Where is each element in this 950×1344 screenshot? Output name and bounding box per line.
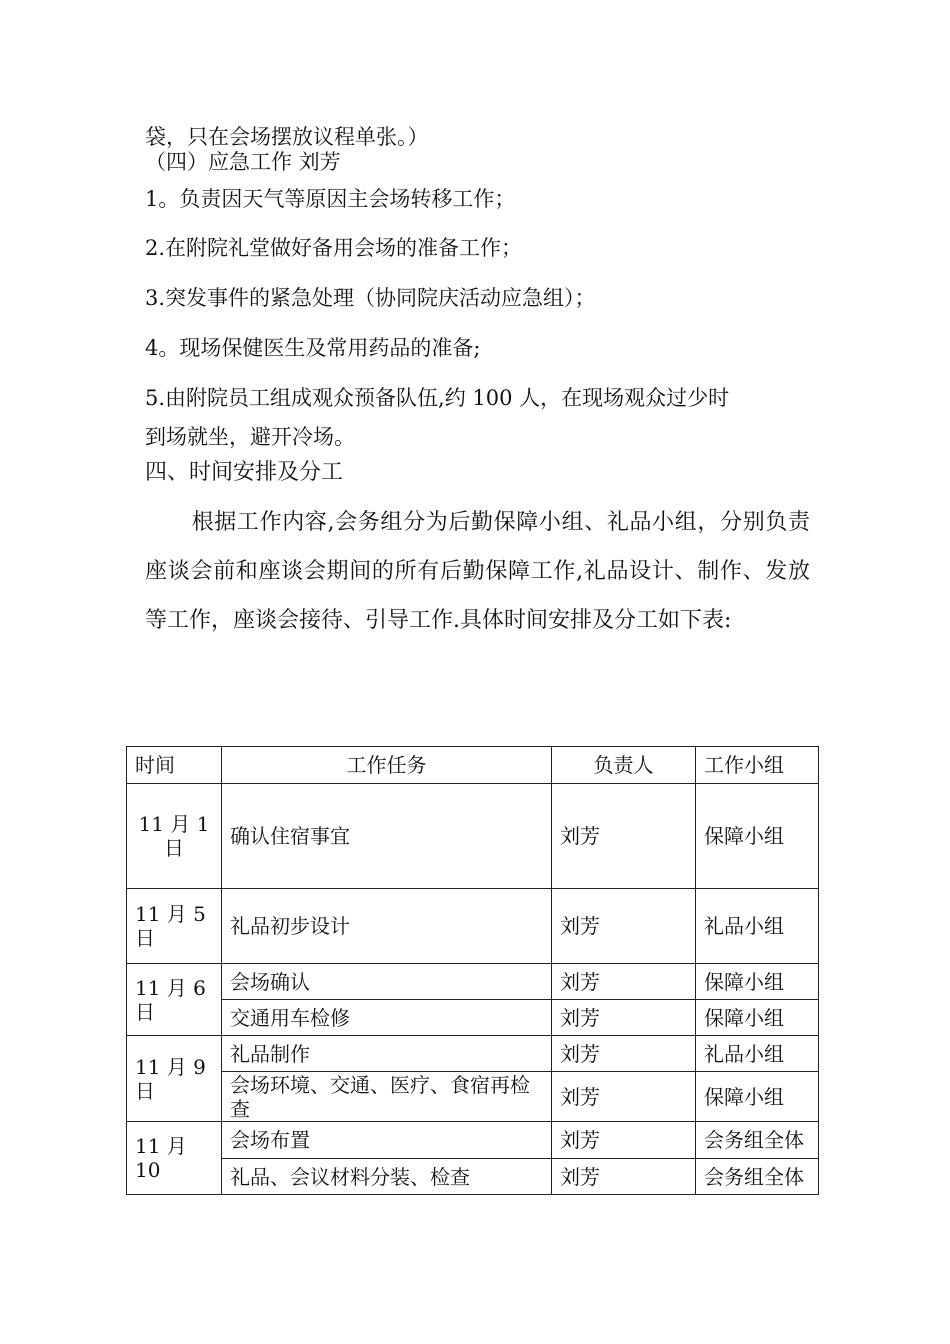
table-row	[127, 889, 819, 964]
header-owner: 负责人	[552, 747, 696, 784]
task-cell: 礼品制作	[222, 1036, 552, 1072]
list-item-1: 1。负责因天气等原因主会场转移工作；	[145, 187, 516, 211]
team-cell: 保障小组	[696, 1000, 819, 1036]
owner-cell: 刘芳	[552, 1122, 696, 1159]
table-header-row	[127, 747, 819, 784]
team-cell: 保障小组	[696, 964, 819, 1000]
header-team: 工作小组	[696, 747, 819, 784]
owner-cell: 刘芳	[552, 784, 696, 889]
date-cell: 11 月 10	[127, 1122, 222, 1195]
table-row	[127, 964, 819, 1000]
task-cell: 确认住宿事宜	[222, 784, 552, 889]
date-cell: 11 月 6 日	[127, 964, 222, 1036]
task-cell: 会场确认	[222, 964, 552, 1000]
schedule-intro-text: 根据工作内容,会务组分为后勤保障小组、礼品小组，分别负责座谈会前和座谈会期间的所有后勤保障工作,礼品设计、制作、发放等工作，座谈会接待、引导工作.具体时间安排及分工如下表:	[145, 510, 810, 633]
table-row	[127, 1122, 819, 1159]
owner-cell: 刘芳	[552, 964, 696, 1000]
team-cell: 礼品小组	[696, 1036, 819, 1072]
team-cell: 会务组全体	[696, 1159, 819, 1195]
text-line-continuation: 袋，只在会场摆放议程单张。）	[145, 125, 429, 149]
list-item-4: 4。现场保健医生及常用药品的准备;	[145, 336, 481, 360]
list-item-5: 5.由附院员工组成观众预备队伍,约 100 人，在现场观众过少时	[145, 386, 730, 410]
date-cell: 11 月 1 日	[127, 784, 222, 889]
schedule-table	[126, 746, 819, 1195]
task-cell: 礼品初步设计	[222, 889, 552, 964]
task-cell: 会场布置	[222, 1122, 552, 1159]
schedule-intro-paragraph	[145, 498, 810, 645]
table-row	[127, 1036, 819, 1072]
owner-cell: 刘芳	[552, 1000, 696, 1036]
header-time: 时间	[127, 747, 222, 784]
table-row	[127, 1000, 819, 1036]
team-cell: 保障小组	[696, 1072, 819, 1122]
list-item-5-continuation: 到场就坐，避开冷场。	[145, 425, 355, 449]
table-row	[127, 1159, 819, 1195]
task-cell: 会场环境、交通、医疗、食宿再检查	[222, 1072, 552, 1122]
date-cell: 11 月 9 日	[127, 1036, 222, 1122]
owner-cell: 刘芳	[552, 1159, 696, 1195]
table-row	[127, 784, 819, 889]
owner-cell: 刘芳	[552, 1072, 696, 1122]
section-heading-schedule: 四、时间安排及分工	[145, 460, 344, 485]
task-cell: 礼品、会议材料分装、检查	[222, 1159, 552, 1195]
table-row	[127, 1072, 819, 1122]
team-cell: 礼品小组	[696, 889, 819, 964]
owner-cell: 刘芳	[552, 889, 696, 964]
header-task: 工作任务	[222, 747, 552, 784]
section-heading-emergency: （四）应急工作 刘芳	[145, 150, 341, 174]
owner-cell: 刘芳	[552, 1036, 696, 1072]
team-cell: 保障小组	[696, 784, 819, 889]
date-cell: 11 月 5 日	[127, 889, 222, 964]
team-cell: 会务组全体	[696, 1122, 819, 1159]
list-item-3: 3.突发事件的紧急处理（协同院庆活动应急组）；	[145, 286, 596, 310]
task-cell: 交通用车检修	[222, 1000, 552, 1036]
list-item-2: 2.在附院礼堂做好备用会场的准备工作；	[145, 236, 523, 260]
